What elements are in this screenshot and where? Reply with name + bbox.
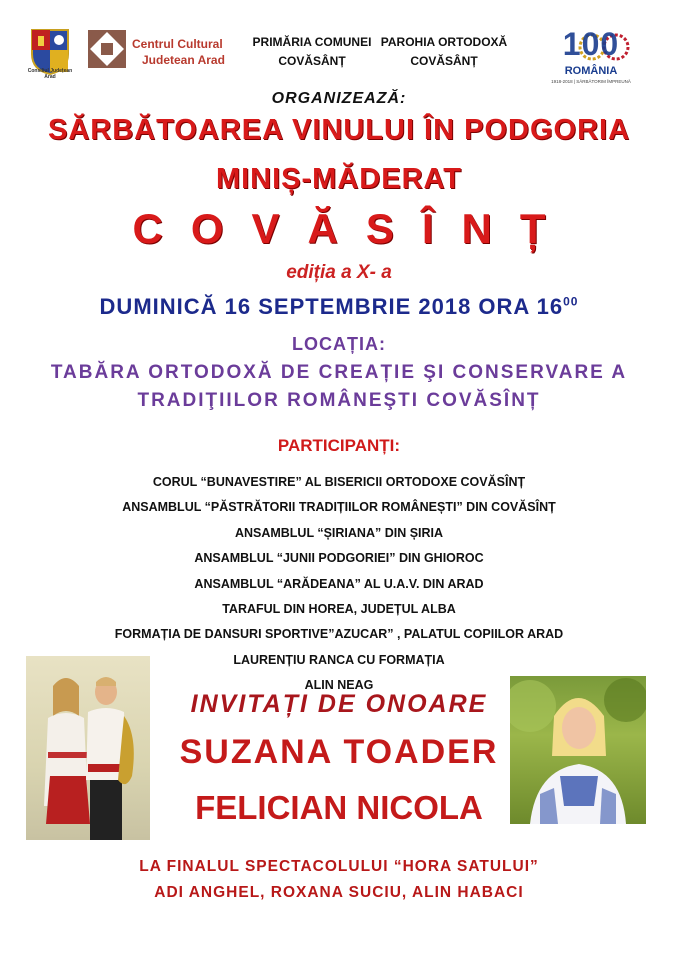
cultural-center-line2: Judetean Arad <box>142 53 225 67</box>
location-line2: TRADIŢIILOR ROMÂNEŞTI COVĂSÎNȚ <box>137 390 541 411</box>
parohia-organizer <box>378 33 510 71</box>
list-item: ANSAMBLUL “PĂSTRĂTORII TRADIȚIILOR ROMÂNEȘTI” DIN COVĂSÎNȚ <box>122 500 556 515</box>
list-item: ANSAMBLUL “ȘIRIANA” DIN ȘIRIA <box>234 525 444 540</box>
list-item: ANSAMBLUL “JUNII PODGORIEI” DIN GHIOROC <box>194 551 484 566</box>
romania-centenary-number: 100 <box>562 26 620 62</box>
event-date <box>0 294 678 320</box>
location-label: LOCAȚIA: <box>292 334 386 354</box>
event-date-text: DUMINICĂ 16 SEPTEMBRIE 2018 ORA 16 <box>99 294 564 319</box>
county-caption: Consiliul Județean Arad <box>27 68 73 80</box>
cultural-center-line1: Centrul Cultural <box>132 37 223 51</box>
event-title-line2: MINIȘ-MĂDERAT <box>215 163 463 195</box>
parohia-line1: PAROHIA ORTODOXĂ <box>380 35 508 49</box>
list-item: CORUL “BUNAVESTIRE” AL BISERICII ORTODOXE COVĂSÎNȚ <box>152 475 526 489</box>
organizer-label: ORGANIZEAZĂ: <box>271 90 407 107</box>
event-edition: ediția a X- a <box>286 262 392 283</box>
primaria-line1: PRIMĂRIA COMUNEI <box>252 35 372 49</box>
guest-name-2: FELICIAN NICOLA <box>195 789 483 826</box>
cultural-center-logo-icon <box>88 30 126 68</box>
location-line1: TABĂRA ORTODOXĂ DE CREAȚIE ŞI CONSERVARE A <box>50 362 628 383</box>
event-title-line1: SĂRBĂTOAREA VINULUI ÎN PODGORIA <box>47 114 631 146</box>
participants-label: PARTICIPANȚI: <box>277 436 401 455</box>
finale-line2: ADI ANGHEL, ROXANA SUCIU, ALIN HABACI <box>154 884 524 901</box>
event-title-village: COVĂSÎNȚ <box>132 205 574 252</box>
list-item: ANSAMBLUL “ARĂDEANA” AL U.A.V. DIN ARAD <box>194 576 484 591</box>
event-date-minutes: 00 <box>563 294 579 309</box>
guest-name-1: SUZANA TOADER <box>179 733 499 771</box>
guests-label: INVITAȚI DE ONOARE <box>190 690 488 718</box>
parohia-line2: COVĂSÂNȚ <box>410 54 478 68</box>
finale-line1: LA FINALUL SPECTACOLULUI “HORA SATULUI” <box>139 858 539 875</box>
list-item: TARAFUL DIN HOREA, JUDEȚUL ALBA <box>222 602 456 617</box>
list-item: LAURENȚIU RANCA CU FORMAȚIA <box>233 652 445 667</box>
list-item: FORMAȚIA DE DANSURI SPORTIVE”AZUCAR” , PALATUL COPIILOR ARAD <box>114 627 564 642</box>
list-item: ALIN NEAG <box>304 678 374 693</box>
primaria-organizer <box>250 33 374 71</box>
romania-centenary-word: ROMÂNIA <box>564 65 618 77</box>
romania-centenary-subtitle: 1918-2018 | SĂRBĂTORIM ÎMPREUNĂ <box>551 79 631 84</box>
primaria-line2: COVĂSÂNȚ <box>278 54 346 68</box>
cultural-center-name <box>132 36 225 68</box>
